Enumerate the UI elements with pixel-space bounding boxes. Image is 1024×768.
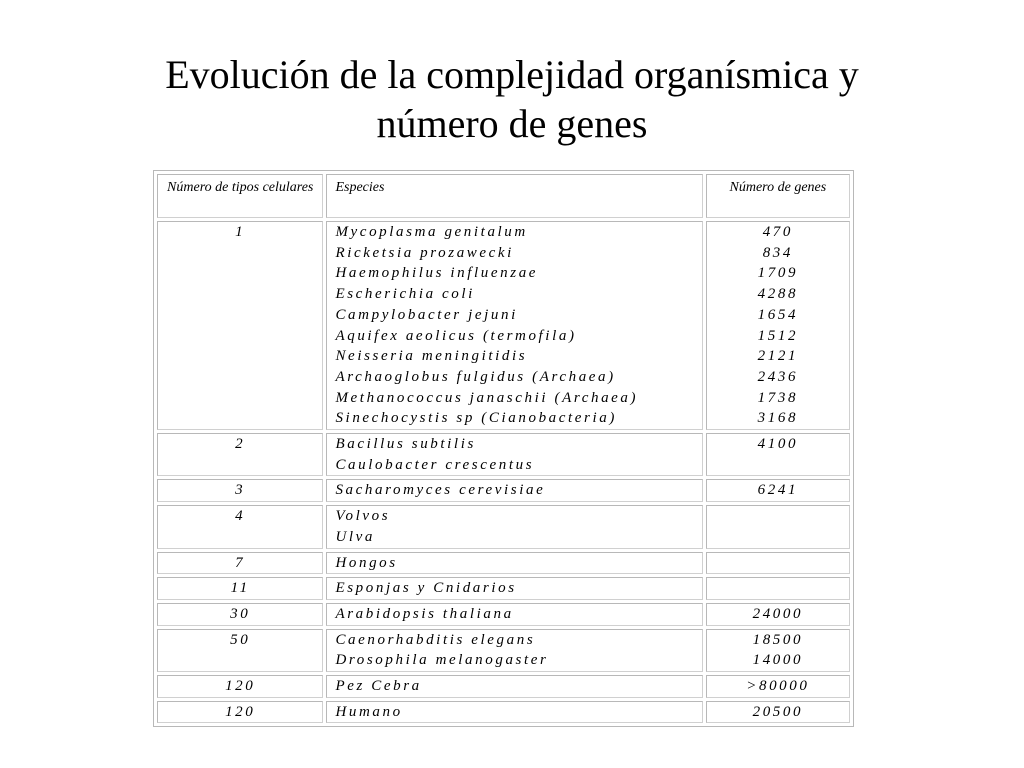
- cell-especies: [326, 629, 702, 672]
- gene-count: 4100: [757, 436, 799, 453]
- table-header-row: [157, 174, 850, 218]
- header-especies: Especies: [326, 174, 702, 218]
- gene-count: 4288: [757, 286, 799, 303]
- cell-numero-genes: [706, 701, 850, 724]
- gene-count: 470: [762, 224, 794, 240]
- species-name: Arabidopsis thaliana: [335, 605, 514, 622]
- cell-numero-genes: [706, 577, 850, 600]
- species-name: Esponjas y Cnidarios: [335, 580, 517, 597]
- cell-especies: [326, 221, 702, 430]
- gene-count: 1709: [757, 265, 799, 282]
- cell-especies: [326, 675, 702, 698]
- slide-title-line-1: Evolución de la complejidad organísmica y: [165, 52, 859, 97]
- gene-count: 1738: [757, 389, 799, 406]
- cell-tipos-celulares: 11: [157, 577, 323, 600]
- table-row: [157, 603, 850, 626]
- species-name: Caenorhabditis elegans: [335, 631, 536, 648]
- species-name: Methanococcus janaschii (Archaea): [335, 389, 639, 406]
- cell-especies: [326, 552, 702, 575]
- gene-count: 1512: [757, 327, 799, 344]
- species-name: Sinechocystis sp (Cianobacteria): [335, 410, 617, 427]
- slide-title: [0, 50, 1024, 148]
- cell-tipos-celulares: 120: [157, 701, 323, 724]
- gene-count: 14000: [752, 652, 804, 669]
- cell-especies: [326, 433, 702, 476]
- cell-tipos-celulares: 4: [157, 505, 323, 548]
- cell-especies: [326, 577, 702, 600]
- cell-numero-genes: [706, 552, 850, 575]
- gene-count: >80000: [746, 678, 810, 695]
- species-name: Volvos: [335, 508, 391, 525]
- header-numero-genes: Número de genes: [706, 174, 850, 218]
- table-row: [157, 433, 850, 476]
- gene-count: 18500: [752, 631, 804, 648]
- gene-count: 24000: [752, 605, 804, 622]
- table-body: [157, 221, 850, 723]
- cell-tipos-celulares: 3: [157, 479, 323, 502]
- table-row: [157, 577, 850, 600]
- cell-tipos-celulares: 120: [157, 675, 323, 698]
- table-row: [157, 479, 850, 502]
- species-name: Caulobacter crescentus: [335, 456, 535, 473]
- cell-especies: [326, 701, 702, 724]
- gene-count: 2121: [757, 348, 799, 365]
- species-name: Ulva: [335, 528, 376, 545]
- gene-count: 20500: [752, 703, 804, 720]
- cell-especies: [326, 505, 702, 548]
- species-name: Archaoglobus fulgidus (Archaea): [335, 368, 616, 385]
- species-name: Campylobacter jejuni: [335, 306, 518, 323]
- species-name: Aquifex aeolicus (termofila): [335, 327, 577, 344]
- gene-count: 3168: [757, 410, 799, 427]
- species-name: Pez Cebra: [335, 678, 422, 695]
- cell-tipos-celulares: 30: [157, 603, 323, 626]
- cell-numero-genes: [706, 433, 850, 476]
- species-name: Neisseria meningitidis: [335, 348, 528, 365]
- cell-numero-genes: [706, 505, 850, 548]
- table-row: [157, 552, 850, 575]
- species-name: Ricketsia prozawecki: [335, 244, 514, 261]
- genes-table: [153, 170, 854, 727]
- cell-numero-genes: [706, 603, 850, 626]
- species-name: Drosophila melanogaster: [335, 652, 549, 669]
- species-name: Hongos: [335, 554, 398, 571]
- cell-numero-genes: [706, 479, 850, 502]
- species-name: Bacillus subtilis: [335, 436, 476, 453]
- cell-tipos-celulares: 2: [157, 433, 323, 476]
- cell-numero-genes: [706, 675, 850, 698]
- gene-count: 834: [762, 244, 794, 261]
- cell-tipos-celulares: 50: [157, 629, 323, 672]
- slide-title-line-2: número de genes: [376, 101, 648, 146]
- table-row: [157, 505, 850, 548]
- cell-tipos-celulares: 1: [157, 221, 323, 430]
- table-row: [157, 629, 850, 672]
- table-row: [157, 701, 850, 724]
- cell-especies: [326, 479, 702, 502]
- species-name: Sacharomyces cerevisiae: [335, 482, 546, 499]
- species-name: Humano: [335, 703, 403, 720]
- cell-numero-genes: [706, 221, 850, 430]
- cell-tipos-celulares: 7: [157, 552, 323, 575]
- header-tipos-celulares: Número de tipos celulares: [157, 174, 323, 218]
- table-row: [157, 675, 850, 698]
- gene-count: 1654: [757, 306, 799, 323]
- species-name: Escherichia coli: [335, 286, 475, 303]
- table-row: [157, 221, 850, 430]
- cell-especies: [326, 603, 702, 626]
- species-name: Haemophilus influenzae: [335, 265, 539, 282]
- gene-count: 2436: [757, 368, 799, 385]
- species-name: Mycoplasma genitalum: [335, 224, 528, 240]
- cell-numero-genes: [706, 629, 850, 672]
- gene-count: 6241: [757, 482, 799, 499]
